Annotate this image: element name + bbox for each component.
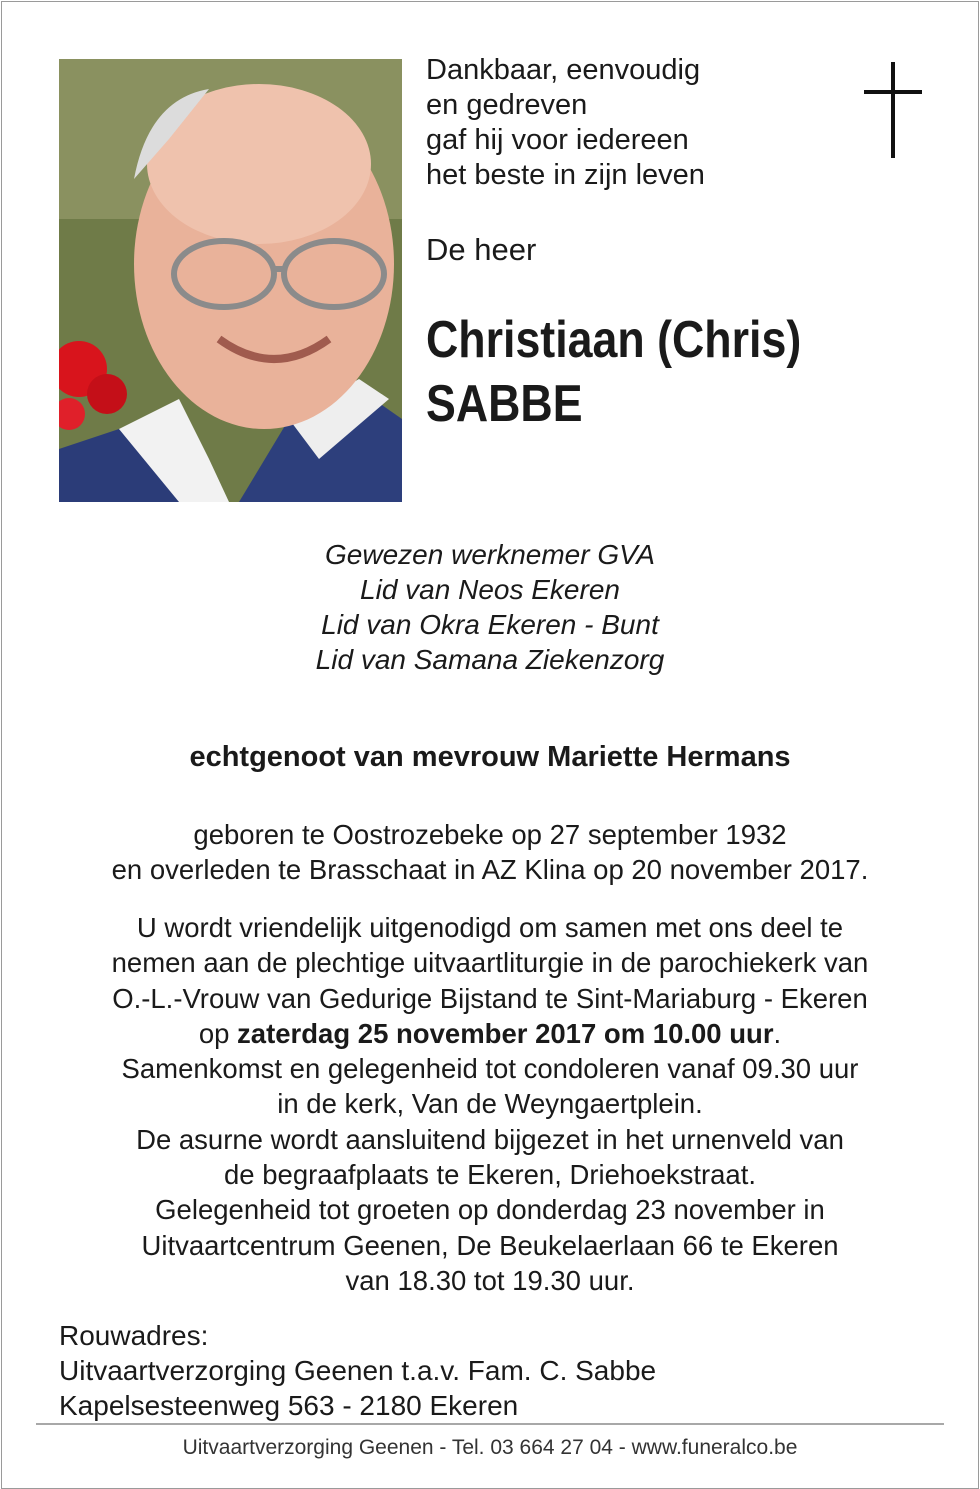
invitation-line: nemen aan de plechtige uitvaartliturgie in de parochiekerk van: [111, 947, 869, 979]
footer: Uitvaartverzorging Geenen - Tel. 03 664 27 04 - www.funeralco.be: [182, 1436, 798, 1459]
honorific: De heer: [426, 232, 537, 267]
roles-list: [0, 537, 980, 677]
deceased-name: [426, 308, 801, 436]
spouse-line: echtgenoot van mevrouw Mariette Hermans: [189, 741, 791, 773]
mourning-address: [59, 1318, 656, 1423]
invitation-line: De asurne wordt aansluitend bijgezet in het urnenveld van: [136, 1123, 844, 1155]
portrait-photo: [59, 59, 402, 502]
ceremony-date: [0, 1016, 980, 1051]
address-label: Rouwadres:: [59, 1320, 209, 1351]
invitation: [0, 910, 980, 1298]
invitation-line: O.-L.-Vrouw van Gedurige Bijstand te Sint-Mariaburg - Ekeren: [112, 982, 868, 1014]
address-line: Uitvaartverzorging Geenen t.a.v. Fam. C. Sabbe: [59, 1355, 657, 1386]
role-line: Lid van Okra Ekeren - Bunt: [321, 609, 659, 640]
invitation-line: Gelegenheid tot groeten op donderdag 23 november in: [155, 1194, 825, 1226]
invitation-line: in de kerk, Van de Weyngaertplein.: [277, 1088, 703, 1120]
invitation-line: Samenkomst en gelegenheid tot condoleren vanaf 09.30 uur: [121, 1053, 859, 1085]
birth-line: geboren te Oostrozebeke op 27 september 1932: [193, 819, 787, 850]
role-line: Lid van Samana Ziekenzorg: [315, 644, 665, 675]
intro-line: gaf hij voor iedereen: [426, 124, 689, 156]
date-bold: zaterdag 25 november 2017 om 10.00 uur: [237, 1017, 774, 1049]
role-line: Gewezen werknemer GVA: [325, 539, 655, 570]
cross-icon: [864, 62, 922, 158]
date-prefix: op: [198, 1017, 230, 1049]
intro-line: Dankbaar, eenvoudig: [426, 54, 701, 86]
invitation-line: de begraafplaats te Ekeren, Driehoekstraat.: [224, 1159, 756, 1191]
birth-death: [0, 817, 980, 888]
invitation-line: van 18.30 tot 19.30 uur.: [345, 1264, 635, 1296]
date-suffix: .: [773, 1017, 782, 1049]
intro-line: het beste in zijn leven: [426, 159, 705, 191]
address-line: Kapelsesteenweg 563 - 2180 Ekeren: [59, 1390, 519, 1421]
role-line: Lid van Neos Ekeren: [360, 574, 620, 605]
intro-verse: [426, 53, 705, 193]
intro-line: en gedreven: [426, 89, 588, 121]
name-last: SABBE: [426, 375, 583, 433]
invitation-line: U wordt vriendelijk uitgenodigd om samen met ons deel te: [136, 912, 844, 943]
death-line: en overleden te Brasschaat in AZ Klina op 20 november 2017.: [111, 854, 869, 886]
name-first: Christiaan (Chris): [426, 311, 802, 369]
invitation-line: Uitvaartcentrum Geenen, De Beukelaerlaan 66 te Ekeren: [141, 1229, 839, 1261]
footer-divider: [36, 1423, 944, 1425]
